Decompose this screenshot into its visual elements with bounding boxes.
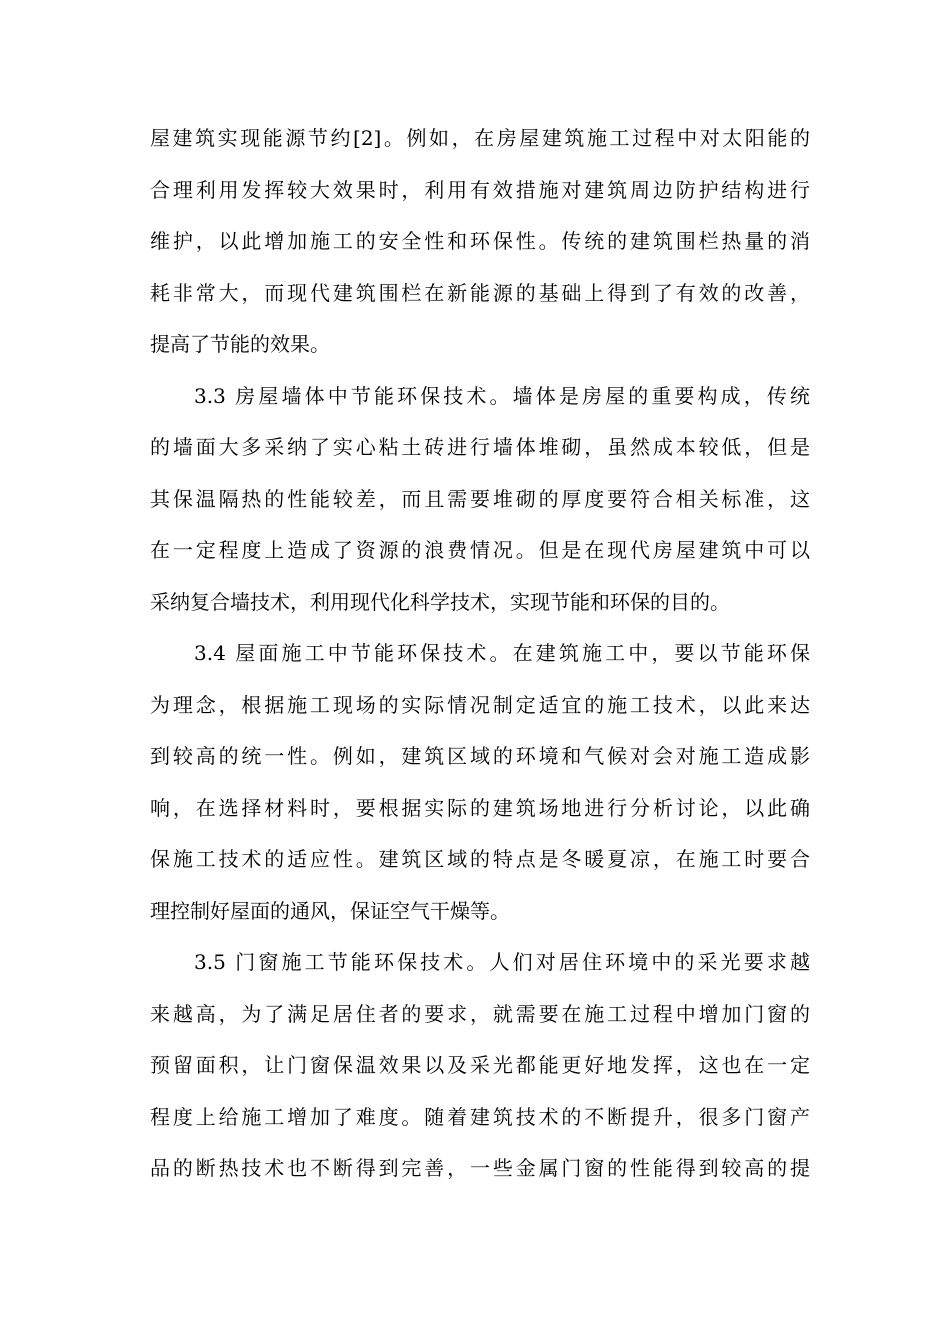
text-line: 在一定程度上造成了资源的浪费情况。但是在现代房屋建筑中可以 (150, 538, 810, 562)
text-line: 理控制好屋面的通风，保证空气干燥等。 (150, 898, 510, 923)
text-line: 来越高，为了满足居住者的要求，就需要在施工过程中增加门窗的 (150, 1001, 810, 1026)
text-line: 到较高的统一性。例如，建筑区域的环境和气候对会对施工造成影 (150, 744, 810, 768)
text-line: 为理念，根据施工现场的实际情况制定适宜的施工技术，以此来达 (150, 692, 810, 717)
text-line: 品的断热技术也不断得到完善，一些金属门窗的性能得到较高的提 (150, 1156, 810, 1180)
text-line: 响，在选择材料时，要根据实际的建筑场地进行分析讨论，以此确 (150, 795, 810, 820)
text-line: 提高了节能的效果。 (150, 332, 330, 356)
text-line: 程度上给施工增加了难度。随着建筑技术的不断提升，很多门窗产 (150, 1104, 810, 1129)
text-line: 采纳复合墙技术，利用现代化科学技术，实现节能和环保的目的。 (150, 589, 730, 614)
text-line: 的墙面大多采纳了实心粘土砖进行墙体堆砌，虽然成本较低，但是 (150, 435, 810, 459)
text-line: 屋建筑实现能源节约[2]。例如，在房屋建筑施工过程中对太阳能的 (150, 126, 810, 150)
text-line: 保施工技术的适应性。建筑区域的特点是冬暖夏凉，在施工时要合 (150, 847, 810, 871)
text-line: 其保温隔热的性能较差，而且需要堆砌的厚度要符合相关标准，这 (150, 486, 810, 511)
text-line: 维护，以此增加施工的安全性和环保性。传统的建筑围栏热量的消 (150, 229, 810, 253)
text-line: 合理利用发挥较大效果时，利用有效措施对建筑周边防护结构进行 (150, 177, 810, 202)
body-text (150, 113, 810, 1195)
text-line: 耗非常大，而现代建筑围栏在新能源的基础上得到了有效的改善， (150, 280, 810, 305)
text-line: 预留面积，让门窗保温效果以及采光都能更好地发挥，这也在一定 (150, 1053, 810, 1077)
section-heading-line: 3.4 屋面施工中节能环保技术。在建筑施工中，要以节能环保 (194, 641, 810, 665)
section-heading-line: 3.5 门窗施工节能环保技术。人们对居住环境中的采光要求越 (194, 950, 810, 974)
section-heading-line: 3.3 房屋墙体中节能环保技术。墙体是房屋的重要构成，传统 (194, 383, 810, 408)
